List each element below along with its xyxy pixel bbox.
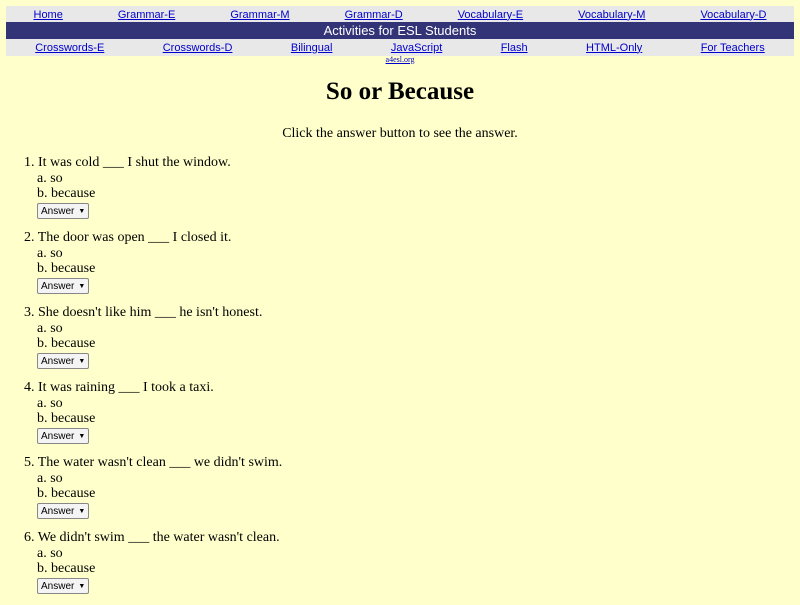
nav-link-for-teachers[interactable]: For Teachers: [700, 41, 765, 54]
question-item: [24, 230, 282, 305]
nav-link-vocabulary-m[interactable]: Vocabulary-M: [578, 8, 646, 21]
answer-button[interactable]: [37, 578, 89, 594]
option-b: b. because: [37, 261, 96, 276]
question-text: 5. The water wasn't clean ___ we didn't swim.: [24, 455, 283, 470]
nav-link-home[interactable]: Home: [33, 8, 63, 21]
chevron-down-icon: ▼: [78, 582, 86, 590]
option-b: b. because: [37, 411, 96, 426]
answer-button-label: Answer: [41, 505, 75, 517]
site-banner: Activities for ESL Students: [6, 22, 794, 39]
question-text: 3. She doesn't like him ___ he isn't honest.: [24, 305, 263, 320]
nav-link-javascript[interactable]: JavaScript: [390, 41, 443, 54]
answer-button-label: Answer: [41, 430, 75, 442]
question-item: [24, 455, 282, 530]
nav-link-grammar-d[interactable]: Grammar-D: [344, 8, 403, 21]
option-a: a. so: [37, 471, 63, 486]
nav-top: [6, 6, 794, 23]
option-a: a. so: [37, 171, 63, 186]
page-title: So or Because: [325, 78, 475, 105]
nav-link-grammar-m[interactable]: Grammar-M: [230, 8, 290, 21]
instructions: Click the answer button to see the answer.: [282, 126, 518, 141]
nav-link-grammar-e[interactable]: Grammar-E: [117, 8, 176, 21]
nav-link-vocabulary-e[interactable]: Vocabulary-E: [457, 8, 524, 21]
question-item: [24, 380, 282, 455]
answer-button[interactable]: [37, 203, 89, 219]
chevron-down-icon: ▼: [78, 357, 86, 365]
nav-link-flash[interactable]: Flash: [500, 41, 528, 54]
nav-link-crosswords-d[interactable]: Crosswords-D: [162, 41, 233, 54]
nav-link-crosswords-e[interactable]: Crosswords-E: [35, 41, 105, 54]
question-text: 4. It was raining ___ I took a taxi.: [24, 380, 214, 395]
answer-button[interactable]: [37, 503, 89, 519]
question-text: 6. We didn't swim ___ the water wasn't clean.: [24, 530, 280, 545]
question-text: 1. It was cold ___ I shut the window.: [24, 155, 231, 170]
chevron-down-icon: ▼: [78, 507, 86, 515]
option-a: a. so: [37, 246, 63, 261]
answer-button[interactable]: [37, 428, 89, 444]
answer-button-label: Answer: [41, 205, 75, 217]
option-b: b. because: [37, 336, 96, 351]
question-list: [24, 155, 282, 605]
chevron-down-icon: ▼: [78, 282, 86, 290]
site-link[interactable]: a4esl.org: [385, 55, 415, 64]
site-link-container: [0, 55, 800, 64]
question-item: [24, 155, 282, 230]
nav-bottom: [6, 39, 794, 56]
answer-button-label: Answer: [41, 355, 75, 367]
option-a: a. so: [37, 321, 63, 336]
question-item: [24, 305, 282, 380]
nav-link-html-only[interactable]: HTML-Only: [586, 41, 643, 54]
question-text: 2. The door was open ___ I closed it.: [24, 230, 232, 245]
option-b: b. because: [37, 561, 96, 576]
chevron-down-icon: ▼: [78, 207, 86, 215]
answer-button[interactable]: [37, 278, 89, 294]
answer-button[interactable]: [37, 353, 89, 369]
option-b: b. because: [37, 186, 96, 201]
option-a: a. so: [37, 396, 63, 411]
option-a: a. so: [37, 546, 63, 561]
option-b: b. because: [37, 486, 96, 501]
nav-link-vocabulary-d[interactable]: Vocabulary-D: [700, 8, 767, 21]
answer-button-label: Answer: [41, 280, 75, 292]
chevron-down-icon: ▼: [78, 432, 86, 440]
question-item: [24, 530, 282, 605]
answer-button-label: Answer: [41, 580, 75, 592]
nav-link-bilingual[interactable]: Bilingual: [290, 41, 333, 54]
